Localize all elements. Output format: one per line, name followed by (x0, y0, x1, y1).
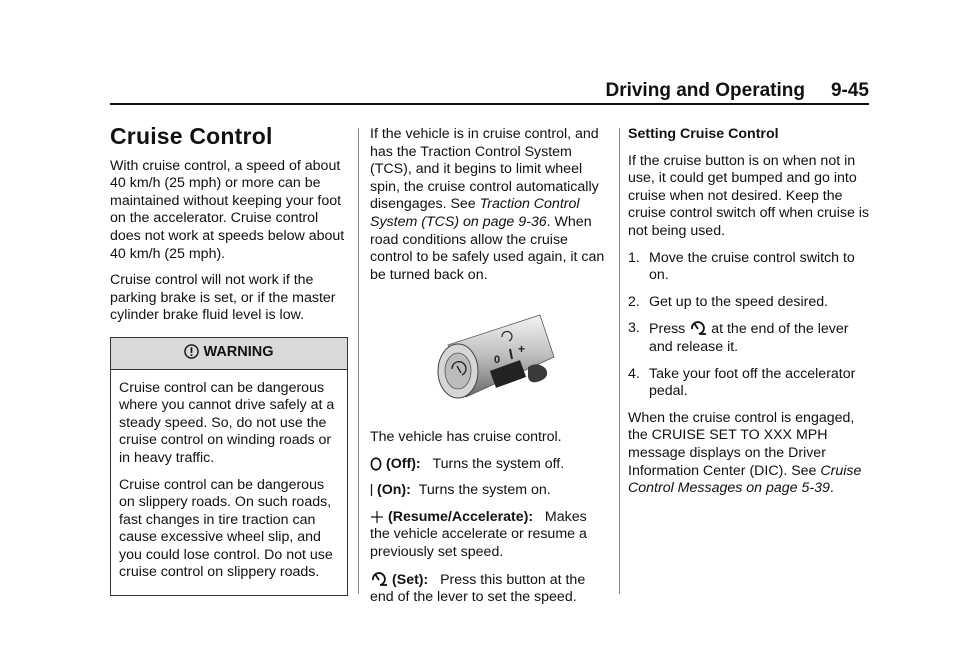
intro-paragraph: With cruise control, a speed of about 40 km/h (25 mph) or more can be maintained without keeping your foot on the accelerator. Cruise control does not work at speeds below about 40 km/h (25 mph). (110, 157, 345, 262)
column-divider-1 (358, 128, 359, 594)
set-symbol-icon (370, 571, 388, 587)
tcs-paragraph (370, 126, 605, 284)
off-item (370, 456, 605, 474)
setting-intro: If the cruise button is on when not in use, it could get bumped and go into cruise when not desired. Keep the cruise control switch off when cruise is not being used. (628, 152, 870, 239)
section-heading: Cruise Control (110, 123, 273, 149)
warning-header (111, 338, 347, 370)
dic-reference-link[interactable]: Cruise Control Messages on page 5-39 (628, 462, 862, 497)
step-number: 4. (628, 365, 640, 382)
step-2 (628, 294, 873, 312)
setting-steps (628, 250, 873, 401)
plus-symbol-icon (370, 510, 384, 524)
off-symbol-icon (370, 457, 382, 471)
page-header (110, 80, 869, 102)
step-number: 2. (628, 293, 640, 310)
cruise-lever-illustration (430, 311, 560, 411)
figure-caption: The vehicle has cruise control. (370, 428, 562, 445)
step-text: Take your foot off the accelerator pedal. (649, 365, 856, 400)
resume-item (370, 509, 605, 562)
on-symbol-icon (370, 483, 373, 497)
step-text: Get up to the speed desired. (649, 293, 829, 310)
step-3 (628, 320, 873, 356)
step-1 (628, 250, 873, 285)
step-text: Move the cruise control switch to on. (649, 249, 855, 284)
warning-paragraph-1: Cruise control can be dangerous where you cannot drive safely at a steady speed. So, do not use the cruise control on winding roads or in heavy traffic. (119, 379, 335, 466)
resume-label: (Resume/Accelerate): (388, 508, 534, 525)
off-text: Turns the system off. (432, 455, 565, 472)
set-symbol-icon (689, 320, 707, 336)
header-rule (110, 103, 869, 105)
svg-text:0: 0 (494, 354, 501, 367)
page-number: 9-45 (830, 80, 869, 101)
on-item (370, 482, 605, 500)
engaged-text-a: When the cruise control is engaged, the CRUISE SET TO XXX MPH message displays on the Driver Information Center (DIC). See (628, 409, 855, 479)
limitations-paragraph: Cruise control will not work if the parking brake is set, or if the master cylinder brake fluid level is low. (110, 272, 336, 324)
step-number: 1. (628, 249, 640, 266)
warning-icon (184, 344, 199, 359)
engaged-text-b: . (829, 480, 834, 497)
warning-body (111, 370, 347, 596)
column-1 (110, 123, 348, 596)
setting-subheading: Setting Cruise Control (628, 126, 779, 142)
step-text-b: at the end of the lever and release it. (649, 321, 849, 355)
off-label: (Off): (386, 455, 421, 472)
warning-paragraph-2: Cruise control can be dangerous on slippery roads. On such roads, fast changes in tire traction can cause excessive wheel slip, and you could lose control. Do not use cruise control on slippery roads. (119, 476, 333, 581)
tcs-text-b: . When road conditions allow the cruise control to be safely used again, it can be turned back on. (370, 213, 605, 283)
resume-text: Makes the vehicle accelerate or resume a previously set speed. (370, 508, 587, 560)
tcs-text-a: If the vehicle is in cruise control, and has the Traction Control System (TCS), and it begins to limit wheel spin, the cruise control automatically disengages. See (370, 126, 599, 213)
step-text-a: Press (649, 321, 686, 338)
set-label: (Set): (392, 571, 429, 588)
on-text: Turns the system on. (418, 482, 551, 499)
tcs-reference-link[interactable]: Traction Control System (TCS) on page 9-36 (370, 196, 580, 230)
set-text: Press this button at the end of the lever to set the speed. (370, 571, 586, 606)
column-divider-2 (619, 128, 620, 594)
on-label: (On): (377, 482, 411, 499)
step-number: 3. (628, 320, 640, 337)
engaged-paragraph (628, 410, 873, 498)
section-title: Driving and Operating (605, 80, 805, 101)
step-4 (628, 366, 873, 401)
column-3 (628, 126, 873, 507)
column-2 (370, 126, 605, 616)
warning-title: WARNING (203, 343, 274, 360)
svg-text:+: + (518, 342, 526, 357)
warning-box (110, 337, 348, 596)
set-item (370, 571, 605, 607)
